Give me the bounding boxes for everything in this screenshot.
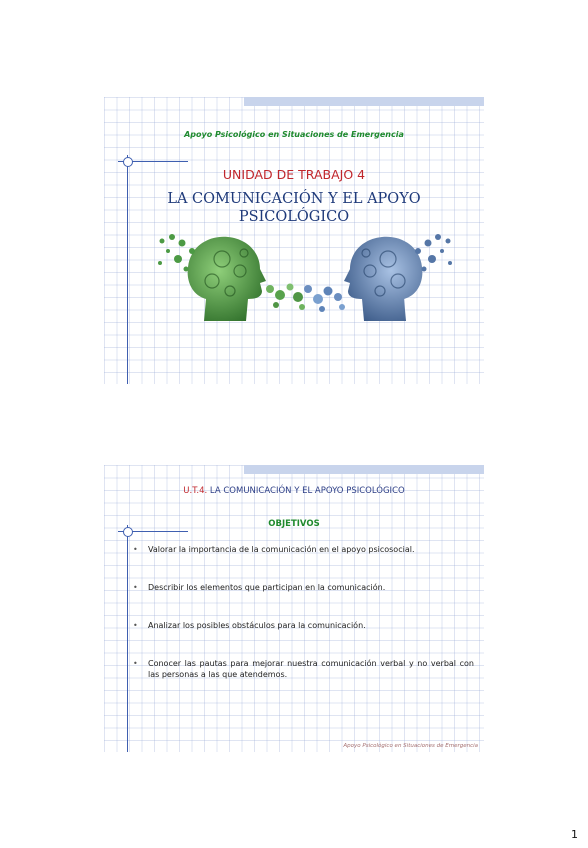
left-head-silhouette bbox=[188, 237, 266, 321]
slide-title: LA COMUNICACIÓN Y EL APOYO PSICOLÓGICO bbox=[167, 191, 421, 225]
list-item: • Valorar la importancia de la comunicación en el apoyo psicosocial. bbox=[132, 544, 474, 555]
list-item: • Analizar los posibles obstáculos para la comunicación. bbox=[132, 620, 474, 631]
slide-header-title: LA COMUNICACIÓN Y EL APOYO PSICOLÓGICO bbox=[209, 486, 405, 496]
right-head-silhouette bbox=[344, 237, 422, 321]
list-item: • Conocer las pautas para mejorar nuestra comunicación verbal y no verbal con las personas a las que atendemos. bbox=[132, 658, 474, 680]
title-slide bbox=[104, 97, 484, 384]
two-heads-gears-illustration bbox=[152, 229, 458, 321]
unit-code: U.T.4. bbox=[183, 486, 208, 496]
list-item: • Describir los elementos que participan en la comunicación. bbox=[132, 582, 474, 593]
slide-top-bar bbox=[244, 97, 484, 106]
slide-header bbox=[104, 486, 484, 496]
section-heading: OBJETIVOS bbox=[268, 519, 320, 529]
decorative-node bbox=[123, 157, 133, 167]
decorative-vertical-rule bbox=[127, 525, 128, 752]
unit-label: UNIDAD DE TRABAJO 4 bbox=[222, 167, 366, 182]
page-number: 1 bbox=[571, 828, 578, 841]
decorative-vertical-rule bbox=[127, 155, 128, 384]
slide-subtitle: Apoyo Psicológico en Situaciones de Emergencia bbox=[184, 130, 404, 139]
slide-footer: Apoyo Psicológico en Situaciones de Emergencia bbox=[343, 743, 478, 749]
slide-top-bar bbox=[244, 465, 484, 474]
objectives-list bbox=[132, 544, 474, 680]
objectives-slide bbox=[104, 465, 484, 752]
